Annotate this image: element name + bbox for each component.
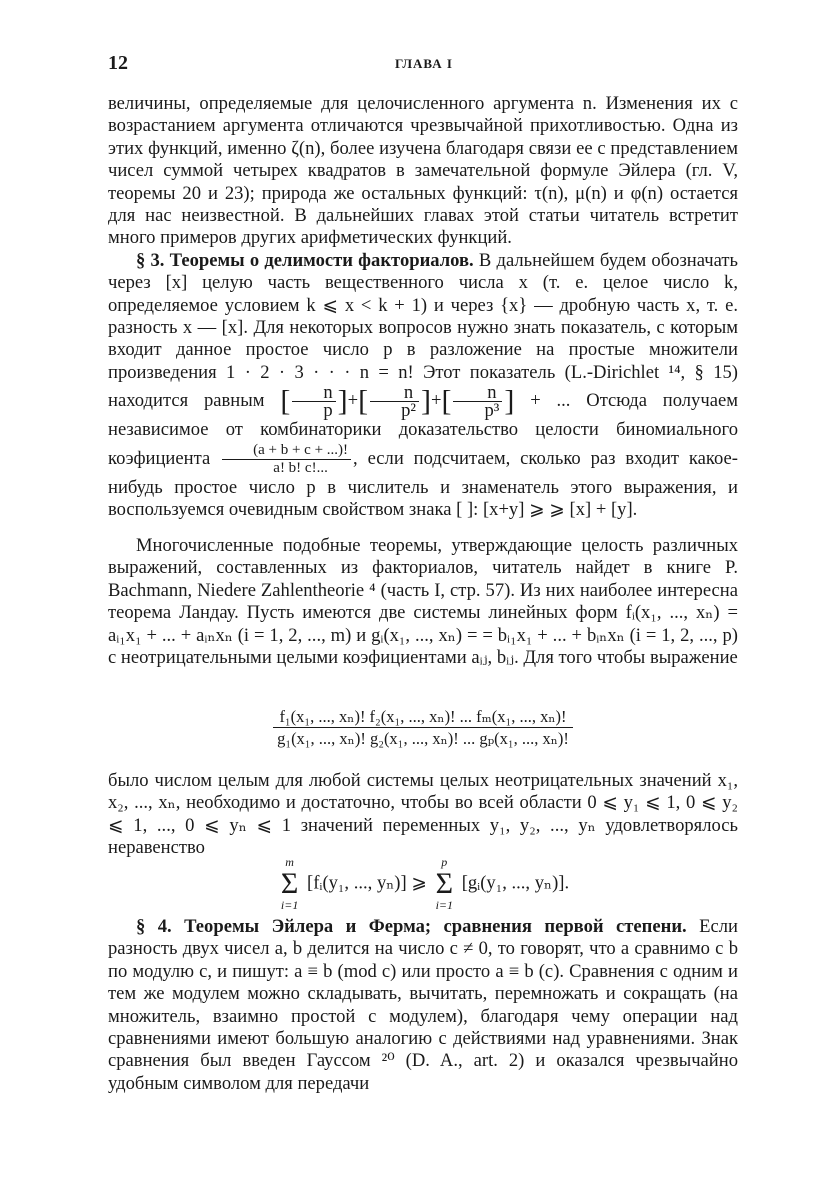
factorial-ratio-fraction bbox=[273, 706, 573, 749]
page-number: 12 bbox=[108, 52, 128, 74]
sum-1-term: [fᵢ(y₁, ..., yₙ)] ⩾ bbox=[307, 872, 427, 894]
sum-inequality-formula bbox=[108, 856, 738, 912]
section-3-title: § 3. Теоремы о делимости факториалов. bbox=[136, 249, 474, 271]
section-3-text-c: , если подсчитаем, сколько раз входит какое-нибудь простое число p в числитель и знаменатель этого выражения, и воспользуемся очевидным свойством знака [ ]: [x+y] ⩾ ⩾ [x] + [y]. bbox=[108, 447, 738, 521]
section-3-text-a: В дальнейшем будем обозначать через [x] целую часть вещественного числа x (т. е. целое число k, определяемое условием k ⩽ x < k + 1) и через {x} — дробную часть x, т. е. разность x — [x]. Для некоторых вопросов нужно знать показатель, с которым входит данное простое число p в разложение на простые множители произведения 1 · 2 · 3 · · · n = n! Этот показатель (L.-Dirichlet ¹⁴, § 15) находится равным bbox=[108, 249, 738, 412]
running-head: ГЛАВА I bbox=[395, 56, 453, 71]
sum-2: p Σ i=1 bbox=[435, 855, 454, 912]
text-block-3 bbox=[108, 770, 738, 860]
paragraph-arithmetic-functions: величины, определяемые для целочисленного аргумента n. Изменения их с возрастанием аргумента отличаются чрезвычайной прихотливостью. Одна из этих функций, именно ζ(n), более изучена благодаря связи ее с представлением чисел суммой четырех квадратов в замечательной формуле Эйлера (гл. V, теоремы 20 и 23); природа же остальных функций: τ(n), μ(n) и φ(n) остается для нас неизвестной. В дальнейших главах этой статьи читатель встретит много примеров других арифметических функций. bbox=[108, 93, 738, 249]
section-4-title: § 4. Теоремы Эйлера и Ферма; сравнения первой степени. bbox=[136, 916, 687, 937]
sigma-symbol: Σ bbox=[435, 867, 454, 900]
text-block-1 bbox=[108, 93, 738, 522]
sum-2-term: [gᵢ(y₁, ..., yₙ)]. bbox=[461, 872, 570, 894]
section-4-text: Если разность двух чисел a, b делится на число c ≠ 0, то говорят, что a сравнимо с b по модулю c, и пишут: a ≡ b (mod c) или просто a ≡ b (c). Сравнения с одним и тем же модулем можно складывать, вычитать, перемножать и сокращать (на множитель, взаимно простой с модулем), благодаря чему операции над сравнениями имеют большую аналогию с действиями над уравнениями. Знак сравнения был введен Гауссом ²⁰ (D. A., art. 2) и оказался чрезвычайно удобным символом для передачи bbox=[108, 916, 738, 1094]
page-header bbox=[108, 52, 740, 76]
fraction-n-over-p3: $\frac{n}{\text{p³}}$ bbox=[453, 384, 502, 419]
paragraph-landau-theorem: Многочисленные подобные теоремы, утверждающие целость различных выражений, составленных из факториалов, читатель найдет в книге P. Bachmann, Niedere Zahlentheorie ⁴ (часть I, стр. 57). Из них наиболее интересна теорема Ландау. Пусть имеются две системы линейных форм fᵢ(x₁, ..., xₙ) = aᵢ₁x₁ + ... + aᵢₙxₙ (i = 1, 2, ..., m) и gᵢ(x₁, ..., xₙ) = = bᵢ₁x₁ + ... + bᵢₙxₙ (i = 1, 2, ..., p) с неотрицательными целыми коэфициентами aᵢⱼ, bᵢⱼ. Для того чтобы выражение bbox=[108, 535, 738, 669]
fraction-n-over-p2: $\frac{n}{\text{p²}}$ bbox=[370, 384, 419, 419]
formula-denominator: g₁(x₁, ..., xₙ)! g₂(x₁, ..., xₙ)! ... gₚ(x₁, ..., xₙ)! bbox=[277, 729, 569, 748]
formula-numerator: f₁(x₁, ..., xₙ)! f₂(x₁, ..., xₙ)! ... fₘ(x₁, ..., xₙ)! bbox=[273, 706, 573, 728]
sum-1: m Σ i=1 bbox=[280, 855, 299, 912]
fraction-n-over-p: $\frac{n}{p}$ bbox=[292, 384, 335, 419]
text-block-4 bbox=[108, 916, 738, 1095]
paragraph-condition: было числом целым для любой системы целых неотрицательных значений x₁, x₂, ..., xₙ, необходимо и достаточно, чтобы во всей области 0 ⩽ y₁ ⩽ 1, 0 ⩽ y₂ ⩽ 1, ..., 0 ⩽ yₙ ⩽ 1 значений переменных y₁, y₂, ..., yₙ удовлетворялось неравенство bbox=[108, 770, 738, 859]
text-block-2 bbox=[108, 535, 738, 669]
binomial-coefficient-fraction: $\frac{(a + b + c + ...)!}{a! b! c!...}$ bbox=[222, 442, 351, 477]
section-4-paragraph bbox=[108, 916, 738, 1095]
factorial-ratio-formula bbox=[108, 706, 738, 749]
sigma-symbol: Σ bbox=[280, 867, 299, 900]
section-3-text-b: + ... Отсюда получаем независимое от комбинаторики доказательство целости биномиального коэфициента bbox=[108, 390, 738, 469]
section-3-paragraph: § 3. Теоремы о делимости факториалов. В дальнейшем будем обозначать через [x] целую часть вещественного числа x (т. е. целое число k, определяемое условием k ⩽ x < k + 1) и через {x} — дробную часть x, т. е. разность x — [x]. Для некоторых вопросов нужно знать показатель, с которым входит данное простое число p в разложение на простые множители произведения 1 · 2 · 3 · · · n = n! Этот показатель (L.-Dirichlet ¹⁴, § 15) находится равным [ $\frac{n}{p}$ ]+[ $\frac{n}{\text{p²}}$ ]+[ $\frac{n}{\text{p³}}$ ] + ... Отсюда получаем независимое от комбинаторики доказательство целости биномиального коэфициента $\frac{(a + b + c + ...)!}{a! b! c!...}$ , если подсчитаем, сколько раз входит какое-нибудь простое число p в числитель и знаменатель этого выражения, и воспользуемся очевидным свойством знака [ ]: [x+y] ⩾ ⩾ [x] + [y]. bbox=[108, 249, 738, 521]
